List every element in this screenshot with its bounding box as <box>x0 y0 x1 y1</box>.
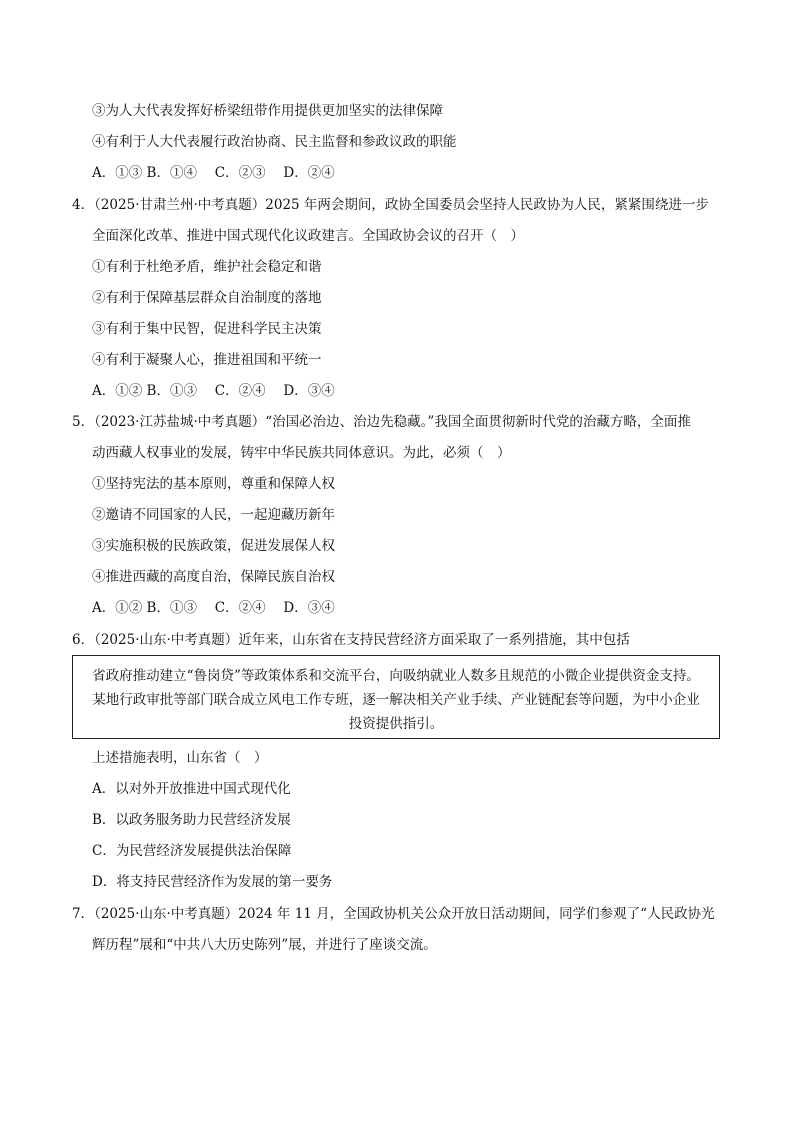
q5-item-2: ②邀请不同国家的人民，一起迎藏历新年 <box>92 507 335 523</box>
q4-item-1: ①有利于杜绝矛盾，维护社会稳定和谐 <box>92 259 322 275</box>
q6-material-box <box>72 655 720 739</box>
q6-stem-line1: 6．（2025·山东·中考真题）近年来，山东省在支持民营经济方面采取了一系列措施，其中包括 <box>72 632 630 648</box>
q5-item-4: ④推进西藏的高度自治，保障民族自治权 <box>92 569 335 585</box>
q3-options: A．①③ B．①④ C．②③ D．②④ <box>92 165 335 181</box>
q6-choice-a: A．以对外开放推进中国式现代化 <box>92 781 291 797</box>
q4-stem-line1: 4．（2025·甘肃兰州·中考真题）2025 年两会期间，政协全国委员会坚持人民政协为人民，紧紧围绕进一步 <box>72 197 709 213</box>
q3-item-4: ④有利于人大代表履行政治协商、民主监督和参政议政的职能 <box>92 134 457 150</box>
q5-stem-line1: 5．（2023·江苏盐城·中考真题）“治国必治边、治边先稳藏。”我国全面贯彻新时代党的治藏方略，全面推 <box>72 414 691 430</box>
q7-stem-line2: 辉历程”展和“中共八大历史陈列”展，并进行了座谈交流。 <box>92 937 437 953</box>
q6-material-line2: 某地行政审批等部门联合成立风电工作专班，逐一解决相关产业手续、产业链配套等问题，为中小企业 <box>92 692 700 708</box>
q6-question: 上述措施表明，山东省（ ） <box>92 750 268 766</box>
q5-options: A．①② B．①③ C．②④ D．③④ <box>92 600 335 616</box>
q5-item-1: ①坚持宪法的基本原则，尊重和保障人权 <box>92 476 335 492</box>
q4-item-4: ④有利于凝聚人心，推进祖国和平统一 <box>92 352 322 368</box>
q5-item-3: ③实施积极的民族政策，促进发展保人权 <box>92 538 335 554</box>
q4-item-2: ②有利于保障基层群众自治制度的落地 <box>92 290 322 306</box>
q4-item-3: ③有利于集中民智，促进科学民主决策 <box>92 321 322 337</box>
q4-options: A．①② B．①③ C．②④ D．③④ <box>92 383 335 399</box>
q5-stem-line2: 动西藏人权事业的发展，铸牢中华民族共同体意识。为此，必须（ ） <box>92 445 511 461</box>
q6-choice-c: C．为民营经济发展提供法治保障 <box>92 843 292 859</box>
q6-material-line3: 投资提供指引。 <box>348 716 444 732</box>
q4-stem-line2: 全面深化改革、推进中国式现代化议政建言。全国政协会议的召开（ ） <box>92 228 524 244</box>
q6-material-line1: 省政府推动建立“鲁岗贷”等政策体系和交流平台，向吸纳就业人数多且规范的小微企业提供资金支持。 <box>92 668 700 684</box>
q7-stem-line1: 7．（2025·山东·中考真题）2024 年 11 月，全国政协机关公众开放日活动期间，同学们参观了“人民政协光 <box>72 906 715 922</box>
q3-item-3: ③为人大代表发挥好桥梁纽带作用提供更加坚实的法律保障 <box>92 103 443 119</box>
q6-choice-d: D．将支持民营经济作为发展的第一要务 <box>92 874 333 890</box>
q6-choice-b: B．以政务服务助力民营经济发展 <box>92 812 291 828</box>
